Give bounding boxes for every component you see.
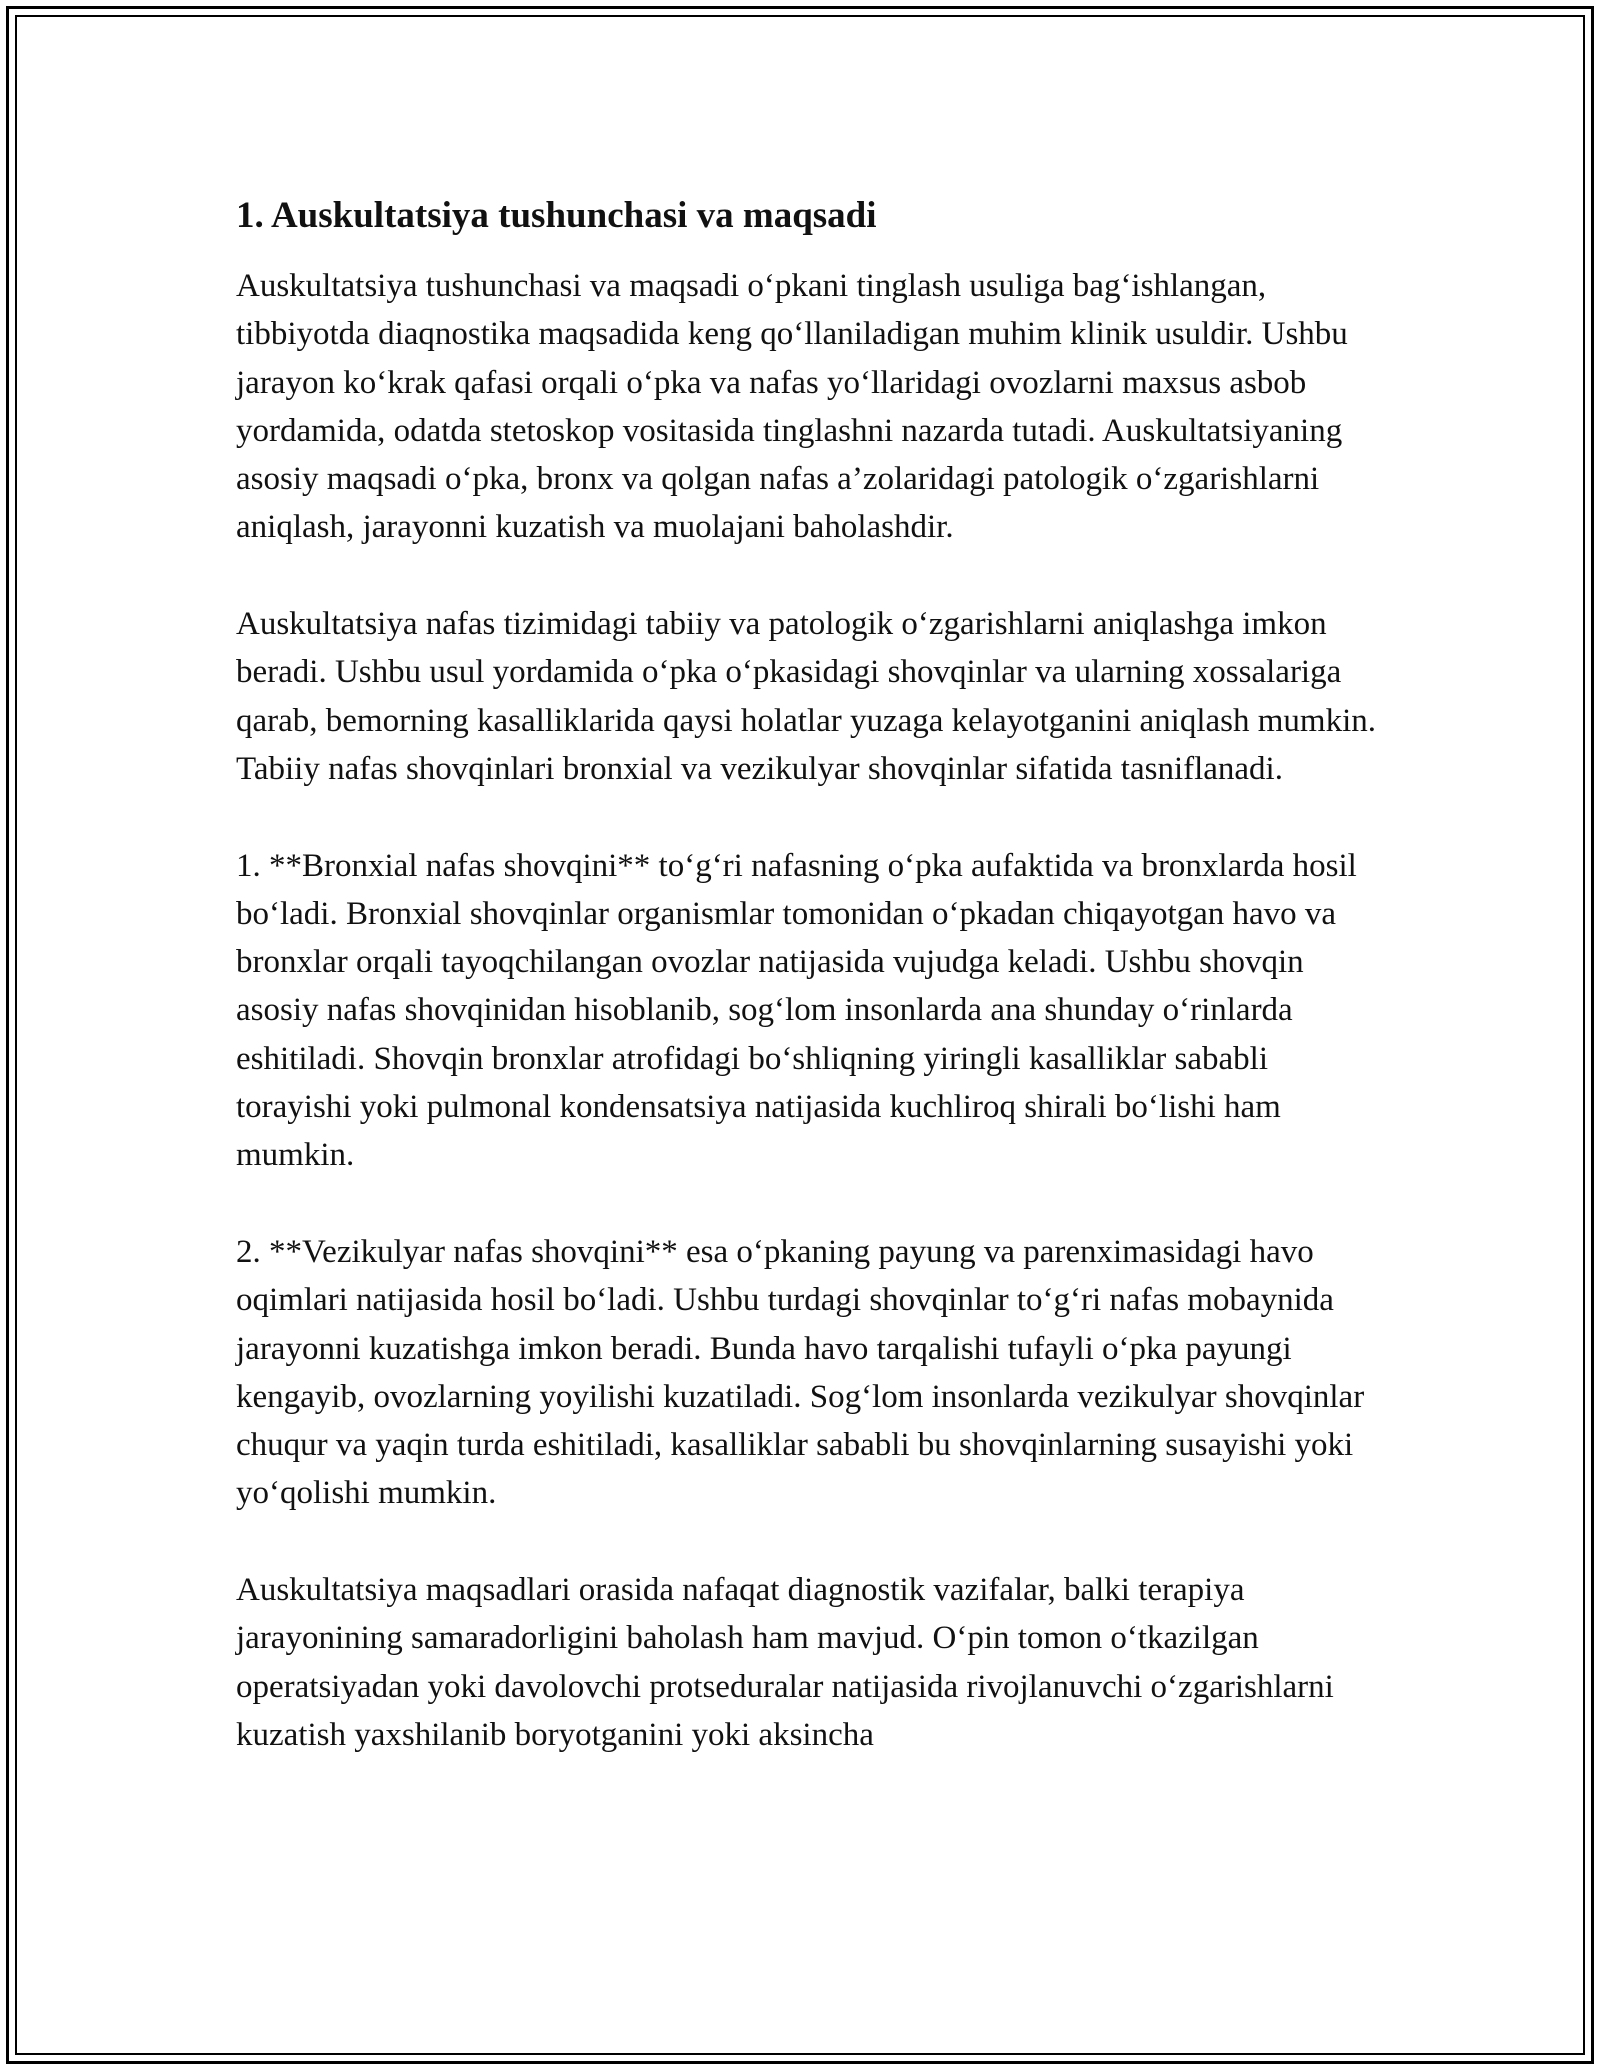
paragraph-bronchial: 1. **Bronxial nafas shovqini** to‘g‘ri nafasning o‘pka aufaktida va bronxlarda hosil bo‘ladi. Bronxial shovqinlar organismlar tomonidan o‘pkadan chiqayotgan havo va bronxlar orqali tayoqchilangan ovozlar natijasida vujudga keladi. Ushbu shovqin asosiy nafas shovqinidan hisoblanib, sog‘lom insonlarda ana shunday o‘rinlarda eshitiladi. Shovqin bronxlar atrofidagi bo‘shliqning yiringli kasalliklar sababli torayishi yoki pulmonal kondensatsiya natijasida kuchliroq shirali bo‘lishi ham mumkin.	[236, 847, 1357, 1174]
document-body	[236, 186, 1376, 1759]
paragraph-vesicular: 2. **Vezikulyar nafas shovqini** esa o‘pkaning payung va parenximasidagi havo oqimlari natijasida hosil bo‘ladi. Ushbu turdagi shovqinlar to‘g‘ri nafas mobaynida jarayonni kuzatishga imkon beradi. Bunda havo tarqalishi tufayli o‘pka payungi kengayib, ovozlarning yoyilishi kuzatiladi. Sog‘lom insonlarda vezikulyar shovqinlar chuqur va yaqin turda eshitiladi, kasalliklar sababli bu shovqinlarning susayishi yoki yo‘qolishi mumkin.	[236, 1233, 1365, 1512]
paragraph-intro: Auskultatsiya tushunchasi va maqsadi o‘pkani tinglash usuliga bag‘ishlangan, tibbiyotda diaqnostika maqsadida keng qo‘llaniladigan muhim klinik usuldir. Ushbu jarayon ko‘krak qafasi orqali o‘pka va nafas yo‘llaridagi ovozlarni maxsus asbob yordamida, odatda stetoskop vositasida tinglashni nazarda tutadi. Auskultatsiyaning asosiy maqsadi o‘pka, bronx va qolgan nafas a’zolaridagi patologik o‘zgarishlarni aniqlash, jarayonni kuzatish va muolajani baholashdir.	[236, 268, 1348, 546]
section-heading: 1. Auskultatsiya tushunchasi va maqsadi	[236, 195, 877, 236]
paragraph-goals: Auskultatsiya maqsadlari orasida nafaqat diagnostik vazifalar, balki terapiya jarayonining samaradorligini baholash ham mavjud. O‘pin tomon o‘tkazilgan operatsiyadan yoki davolovchi protseduralar natijasida rivojlanuvchi o‘zgarishlarni kuzatish yaxshilanib boryotganini yoki aksincha	[236, 1572, 1334, 1753]
paragraph-natural-sounds: Auskultatsiya nafas tizimidagi tabiiy va patologik o‘zgarishlarni aniqlashga imkon beradi. Ushbu usul yordamida o‘pka o‘pkasidagi shovqinlar va ularning xossalariga qarab, bemorning kasalliklarida qaysi holatlar yuzaga kelayotganini aniqlash mumkin. Tabiiy nafas shovqinlari bronxial va vezikulyar shovqinlar sifatida tasniflanadi.	[236, 606, 1376, 787]
